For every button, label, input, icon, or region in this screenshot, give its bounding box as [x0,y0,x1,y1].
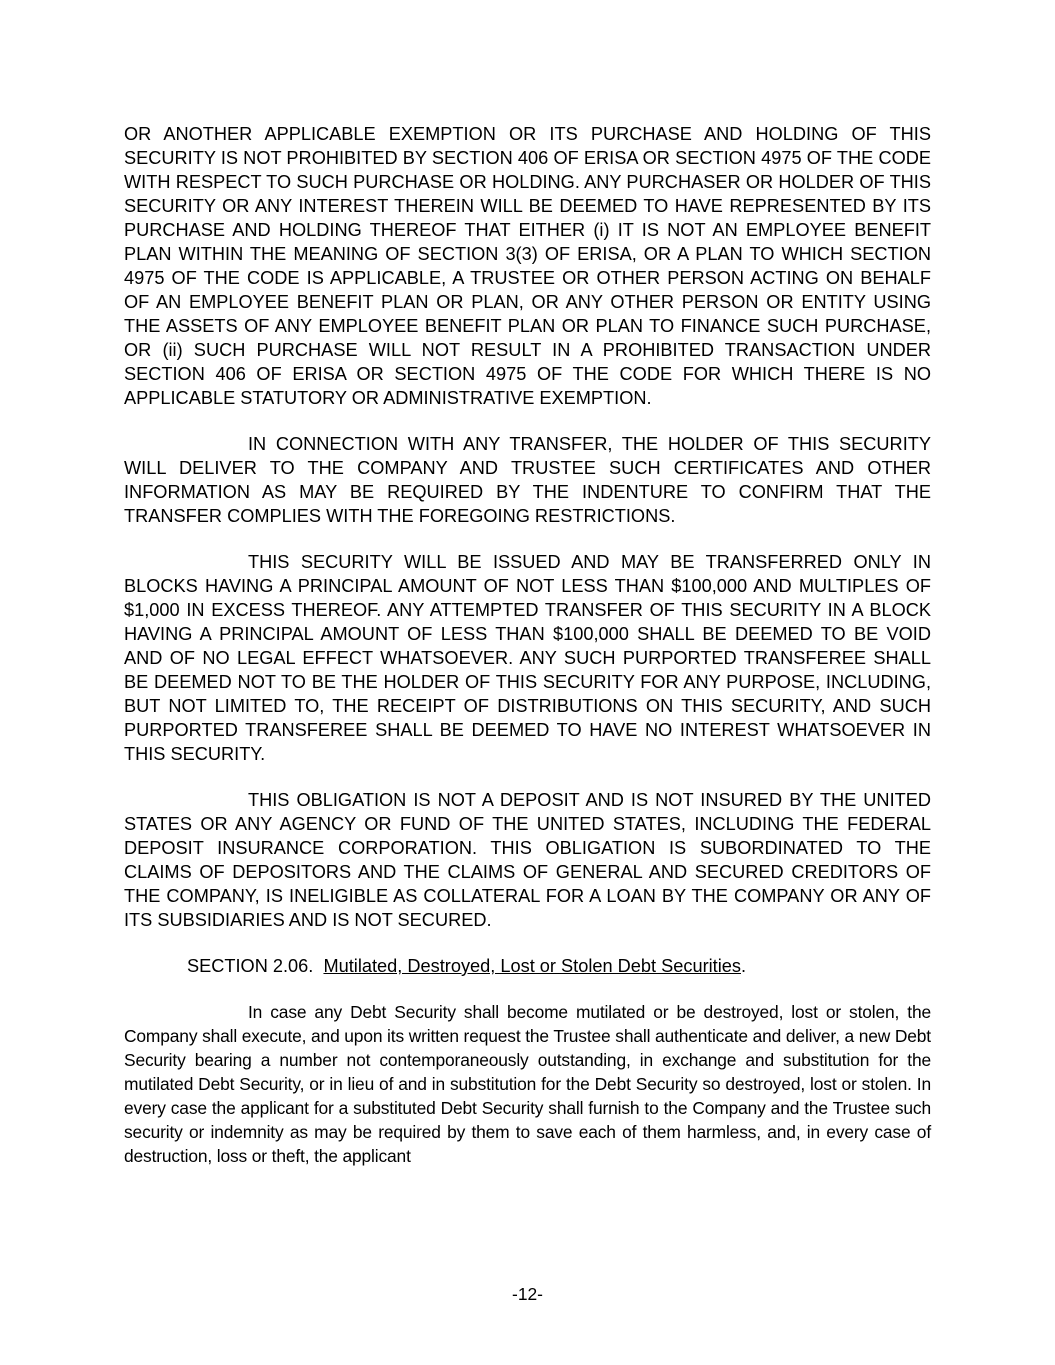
section-title-period: . [740,956,747,976]
page-number: -12- [512,1284,543,1304]
section-title: Mutilated, Destroyed, Lost or Stolen Debt Securities [323,956,741,976]
document-page [124,122,931,1168]
minimum-block-paragraph: THIS SECURITY WILL BE ISSUED AND MAY BE TRANSFERRED ONLY IN BLOCKS HAVING A PRINCIPAL AMOUNT OF NOT LESS THAN $100,000 AND MULTIPLES OF $1,000 IN EXCESS THEREOF. ANY ATTEMPTED TRANSFER OF THIS SECURITY IN A BLOCK HAVING A PRINCIPAL AMOUNT OF LESS THAN $100,000 SHALL BE DEEMED TO BE VOID AND OF NO LEGAL EFFECT WHATSOEVER. ANY SUCH PURPORTED TRANSFEREE SHALL BE DEEMED NOT TO BE THE HOLDER OF THIS SECURITY FOR ANY PURPOSE, INCLUDING, BUT NOT LIMITED TO, THE RECEIPT OF DISTRIBUTIONS ON THIS SECURITY, AND SUCH PURPORTED TRANSFEREE SHALL BE DEEMED TO HAVE NO INTEREST WHATSOEVER IN THIS SECURITY. [124,552,931,764]
section-heading [124,954,931,978]
not-a-deposit-paragraph: THIS OBLIGATION IS NOT A DEPOSIT AND IS NOT INSURED BY THE UNITED STATES OR ANY AGENCY OR FUND OF THE UNITED STATES, INCLUDING THE FEDERAL DEPOSIT INSURANCE CORPORATION. THIS OBLIGATION IS SUBORDINATED TO THE CLAIMS OF DEPOSITORS AND THE CLAIMS OF GENERAL AND SECURED CREDITORS OF THE COMPANY, IS INELIGIBLE AS COLLATERAL FOR A LOAN BY THE COMPANY OR ANY OF ITS SUBSIDIARIES AND IS NOT SECURED. [124,790,931,930]
section-number: SECTION 2.06. [187,956,314,976]
erisa-legend-paragraph: OR ANOTHER APPLICABLE EXEMPTION OR ITS PURCHASE AND HOLDING OF THIS SECURITY IS NOT PROHIBITED BY SECTION 406 OF ERISA OR SECTION 4975 OF THE CODE WITH RESPECT TO SUCH PURCHASE OR HOLDING. ANY PURCHASER OR HOLDER OF THIS SECURITY OR ANY INTEREST THEREIN WILL BE DEEMED TO HAVE REPRESENTED BY ITS PURCHASE AND HOLDING THEREOF THAT EITHER (i) IT IS NOT AN EMPLOYEE BENEFIT PLAN WITHIN THE MEANING OF SECTION 3(3) OF ERISA, OR A PLAN TO WHICH SECTION 4975 OF THE CODE IS APPLICABLE, A TRUSTEE OR OTHER PERSON ACTING ON BEHALF OF AN EMPLOYEE BENEFIT PLAN OR PLAN, OR ANY OTHER PERSON OR ENTITY USING THE ASSETS OF ANY EMPLOYEE BENEFIT PLAN OR PLAN TO FINANCE SUCH PURCHASE, OR (ii) SUCH PURCHASE WILL NOT RESULT IN A PROHIBITED TRANSACTION UNDER SECTION 406 OF ERISA OR SECTION 4975 OF THE CODE FOR WHICH THERE IS NO APPLICABLE STATUTORY OR ADMINISTRATIVE EXEMPTION. [124,124,931,408]
transfer-certificates-paragraph: IN CONNECTION WITH ANY TRANSFER, THE HOLDER OF THIS SECURITY WILL DELIVER TO THE COMPANY AND TRUSTEE SUCH CERTIFICATES AND OTHER INFORMATION AS MAY BE REQUIRED BY THE INDENTURE TO CONFIRM THAT THE TRANSFER COMPLIES WITH THE FOREGOING RESTRICTIONS. [124,434,931,526]
section-body-paragraph: In case any Debt Security shall become mutilated or be destroyed, lost or stolen, the Company shall execute, and upon its written request the Trustee shall authenticate and deliver, a new Debt Security bearing a number not contemporaneously outstanding, in exchange and substitution for the mutilated Debt Security, or in lieu of and in substitution for the Debt Security so destroyed, lost or stolen. In every case the applicant for a substituted Debt Security shall furnish to the Company and the Trustee such security or indemnity as may be required by them to save each of them harmless, and, in every case of destruction, loss or theft, the applicant [124,1002,931,1166]
